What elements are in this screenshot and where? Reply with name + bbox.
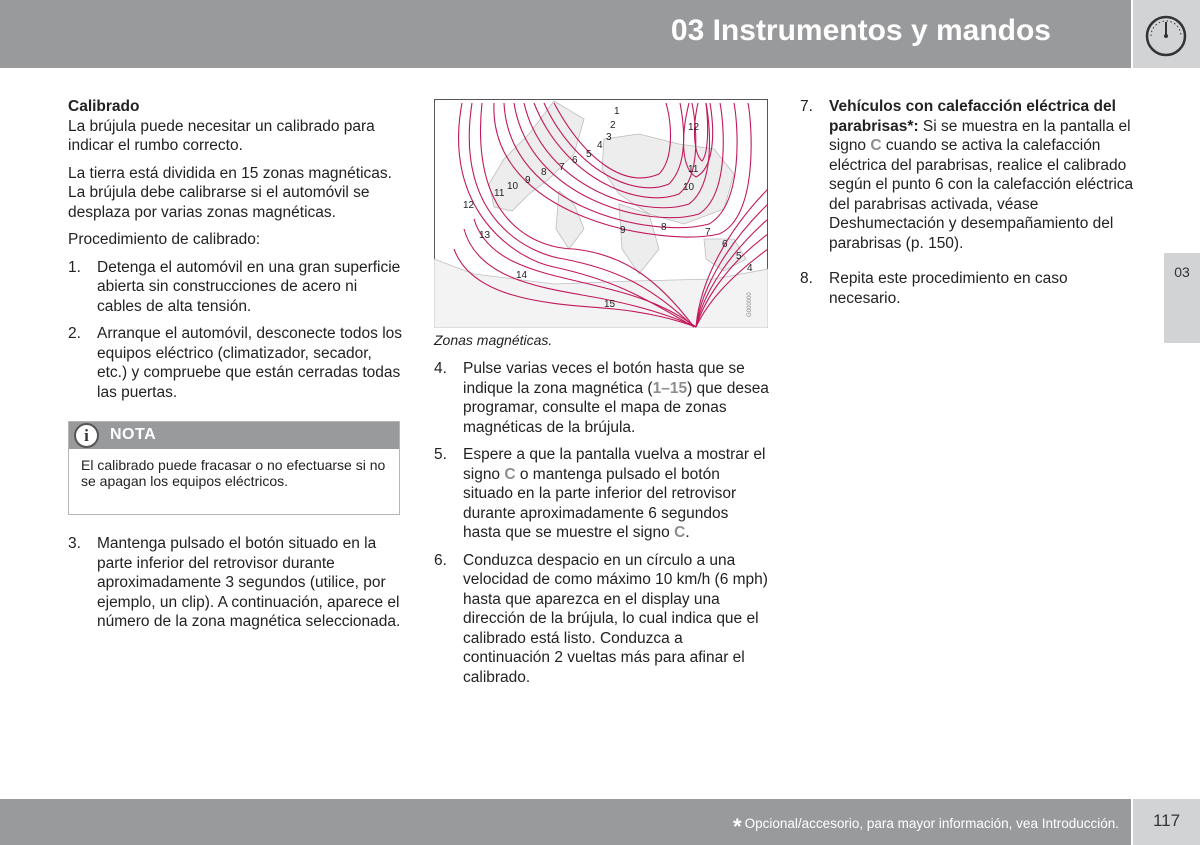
list-item xyxy=(434,551,769,688)
speedometer-icon xyxy=(1133,0,1200,68)
zone-label: 3 xyxy=(606,132,612,143)
list-item xyxy=(800,269,1135,308)
column-2 xyxy=(434,359,769,687)
paragraph: La brújula puede necesitar un calibrado para indicar el rumbo correcto. xyxy=(68,117,375,154)
zone-label: 6 xyxy=(722,239,728,250)
list-item xyxy=(434,359,769,437)
optional-marker: *: xyxy=(907,117,919,135)
list-text: Conduzca despacio en un círculo a una velocidad de como máximo 10 km/h (6 mph) hasta que aparezca en el display una dirección de la brújula, lo cual indica que el calibrado está listo. Conduzca a continuación 2 vueltas más para afinar el calibrado. xyxy=(463,551,768,686)
chapter-tab[interactable] xyxy=(1164,253,1200,343)
chapter-icon-box xyxy=(1133,0,1200,68)
list-item xyxy=(800,97,1135,253)
list-number: 3. xyxy=(68,535,81,552)
zone-label: 4 xyxy=(747,263,753,274)
optional-marker: * xyxy=(733,814,742,839)
list-number: 2. xyxy=(68,325,81,342)
page-number-box xyxy=(1133,799,1200,845)
column-1-continued xyxy=(68,534,403,632)
display-sign: C xyxy=(870,137,882,154)
zone-label: 5 xyxy=(586,149,592,160)
list-item xyxy=(68,534,403,632)
list-item xyxy=(68,258,403,317)
list-number: 4. xyxy=(434,360,447,377)
zone-label: 8 xyxy=(541,167,547,178)
footer-note xyxy=(733,814,1119,840)
paragraph: La tierra está dividida en 15 zonas magnéticas. La brújula debe calibrarse si el automóvil se desplaza por varias zonas magnéticas. xyxy=(68,164,392,221)
header-bar xyxy=(0,0,1131,68)
magnetic-zones-map xyxy=(434,99,768,328)
zone-label: 15 xyxy=(604,299,616,310)
zone-label: 11 xyxy=(688,164,699,175)
list-text: Arranque el automóvil, desconecte todos los equipos eléctrico (climatizador, secador, etc.) y compruebe que están cerradas todas las puertas. xyxy=(97,325,403,401)
list-text: ) que desea programar, consulte el mapa de zonas magnéticas de la brújula. xyxy=(463,379,769,436)
zone-label: 12 xyxy=(688,122,700,133)
list-number: 7. xyxy=(800,98,813,115)
note-title: NOTA xyxy=(110,426,157,443)
page-number: 117 xyxy=(1152,811,1181,830)
zone-label: 9 xyxy=(620,225,626,236)
list-number: 1. xyxy=(68,258,81,276)
list-text: cuando se activa la calefacción eléctrica del parabrisas, realice el calibrado según el punto 6 con la calefacción eléctrica del parabrisas activada, véase Deshumectación y desempañamiento del parabrisas (p. 150). xyxy=(829,137,1134,252)
list-text: Mantenga pulsado el botón situado en la parte inferior del retrovisor durante aproximadamente 3 segundos (utilice, por ejemplo, un clip). A continuación, aparece el número de la zona magnética seleccionada. xyxy=(97,535,401,630)
list-number: 6. xyxy=(434,551,447,569)
zone-label: 14 xyxy=(516,270,528,281)
chapter-tab-label: 03 xyxy=(1174,264,1190,280)
image-code: G000000 xyxy=(747,292,753,317)
map-caption: Zonas magnéticas. xyxy=(434,332,553,348)
list-text: Espere a que la pantalla vuelva a mostrar el signo xyxy=(463,446,766,483)
list-text: Si se muestra en la pantalla el signo xyxy=(829,117,1131,154)
list-text: . xyxy=(685,524,690,541)
zone-label: 13 xyxy=(479,230,491,241)
list-number: 8. xyxy=(800,270,813,287)
list-item xyxy=(68,324,403,402)
zone-label: 2 xyxy=(610,120,616,131)
paragraph: Procedimiento de calibrado: xyxy=(68,231,261,248)
zone-label: 7 xyxy=(705,227,711,238)
zone-label: 10 xyxy=(507,181,519,192)
zone-label: 6 xyxy=(572,155,578,166)
note-text: El calibrado puede fracasar o no efectuarse si no se apagan los equipos eléctricos. xyxy=(81,457,386,489)
list-text: Detenga el automóvil en una gran superficie abierta sin construcciones de acero ni cables de alta tensión. xyxy=(97,258,401,315)
zone-label: 1 xyxy=(614,106,620,117)
zone-label: 7 xyxy=(559,162,565,173)
zone-label: 12 xyxy=(463,200,475,211)
list-item xyxy=(434,445,769,543)
column-3 xyxy=(800,97,1135,308)
footer-bar xyxy=(0,799,1131,845)
list-text: o mantenga pulsado el botón situado en la parte inferior del retrovisor durante aproximadamente 6 segundos hasta que se muestre el signo xyxy=(463,465,737,541)
footer-text: Opcional/accesorio, para mayor información, vea Introducción. xyxy=(744,816,1119,831)
display-sign: C xyxy=(504,465,516,483)
note-header xyxy=(69,422,399,449)
list-text: Pulse varias veces el botón hasta que se indique la zona magnética ( xyxy=(463,360,745,397)
column-1 xyxy=(68,97,403,402)
page-title: 03 Instrumentos y mandos xyxy=(670,14,1051,47)
zone-label: 4 xyxy=(597,140,603,151)
section-heading: Calibrado xyxy=(68,98,140,115)
zone-label: 9 xyxy=(525,175,531,186)
zone-label: 11 xyxy=(494,188,505,199)
note-box xyxy=(68,421,400,515)
zone-label: 10 xyxy=(683,182,695,193)
info-icon: i xyxy=(74,423,99,448)
zone-label: 5 xyxy=(736,251,742,262)
list-title: Vehículos con calefacción eléctrica del parabrisas xyxy=(829,98,1116,135)
list-number: 5. xyxy=(434,446,447,463)
zone-label: 8 xyxy=(661,222,667,233)
list-text: Repita este procedimiento en caso necesario. xyxy=(829,270,1068,307)
zone-range: 1–15 xyxy=(652,379,688,397)
display-sign: C xyxy=(674,524,686,541)
